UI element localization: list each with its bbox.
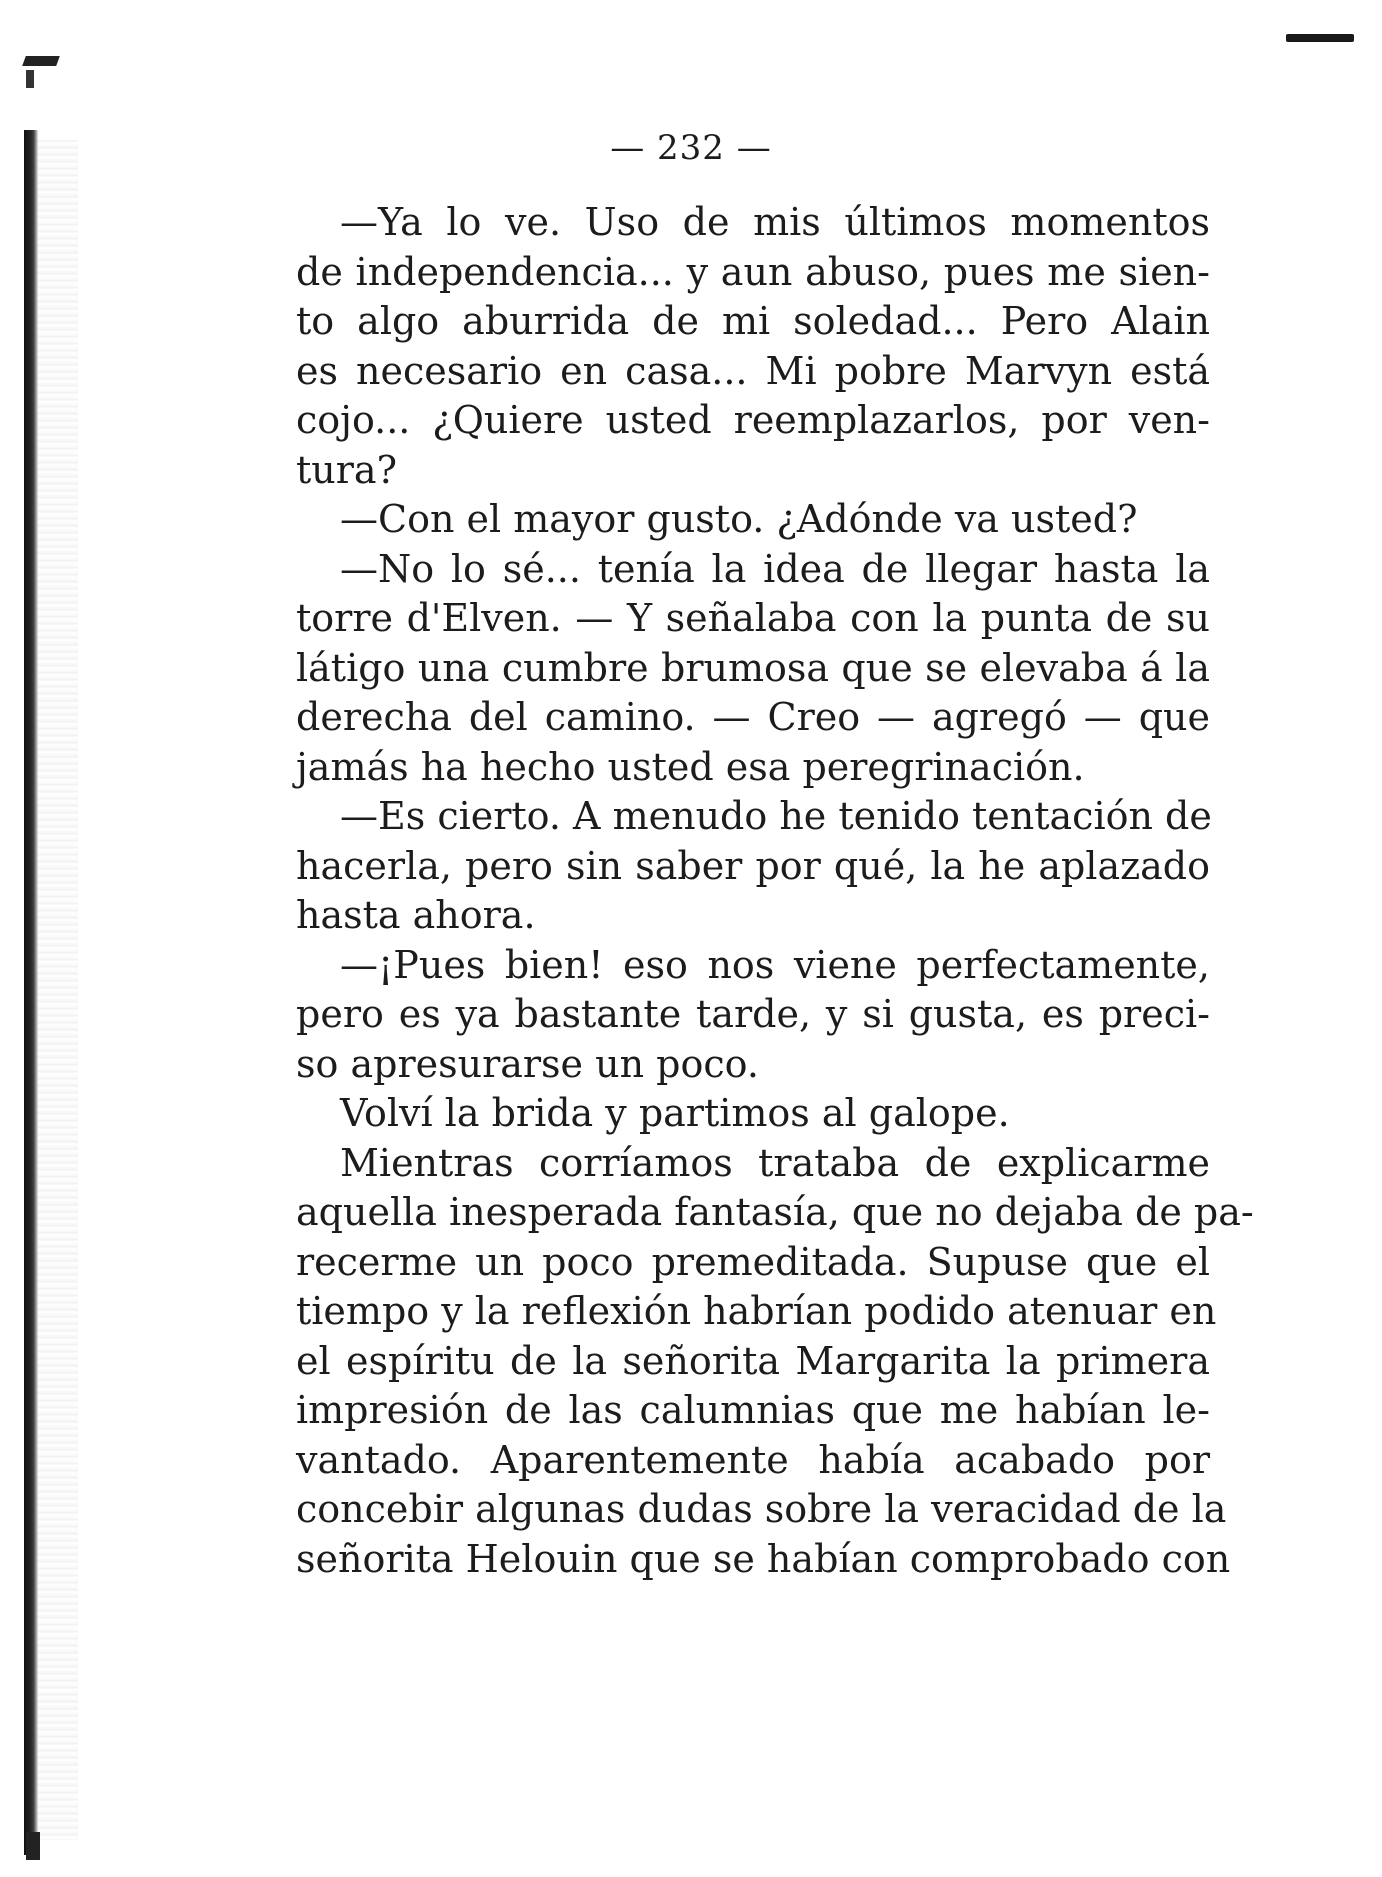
body-text bbox=[296, 198, 1254, 1584]
text-line: so apresurarse un poco. bbox=[296, 1041, 759, 1086]
text-line: —¡Pues bien! eso nos viene perfectamente, bbox=[340, 942, 1210, 987]
text-line: impresión de las calumnias que me habían le- bbox=[296, 1388, 1210, 1432]
text-line: de independencia... y aun abuso, pues me sien- bbox=[296, 249, 1210, 294]
text-line: tiempo y la reflexión habrían podido atenuar en bbox=[296, 1289, 1217, 1333]
text-line: cojo... ¿Quiere usted reemplazarlos, por ven- bbox=[296, 398, 1210, 442]
text-line: —No lo sé... tenía la idea de llegar hasta la bbox=[340, 546, 1210, 591]
text-line: derecha del camino. — Creo — agregó — que bbox=[296, 695, 1210, 739]
scan-corner-mark-right bbox=[1286, 34, 1354, 42]
text-line: Mientras corríamos trataba de explicarme bbox=[340, 1140, 1210, 1185]
text-line: concebir algunas dudas sobre la veracidad de la bbox=[296, 1487, 1227, 1531]
binding-edge-texture bbox=[38, 140, 78, 1840]
text-line: vantado. Aparentemente había acabado por bbox=[296, 1437, 1210, 1482]
text-line: to algo aburrida de mi soledad... Pero Alain bbox=[296, 299, 1210, 343]
binding-edge-shadow bbox=[24, 130, 38, 1855]
text-line: Volví la brida y partimos al galope. bbox=[340, 1091, 1010, 1135]
text-line: látigo una cumbre brumosa que se elevaba á la bbox=[296, 645, 1210, 690]
paragraph bbox=[296, 1139, 1254, 1585]
paragraph bbox=[296, 792, 1210, 941]
paragraph bbox=[296, 198, 1210, 495]
text-line: pero es ya bastante tarde, y si gusta, es preci- bbox=[296, 992, 1210, 1036]
paragraph bbox=[296, 1089, 1210, 1139]
text-line: jamás ha hecho usted esa peregrinación. bbox=[296, 744, 1085, 789]
paragraph bbox=[296, 941, 1210, 1090]
paragraph bbox=[296, 495, 1210, 545]
paragraph bbox=[296, 545, 1210, 793]
text-line: hacerla, pero sin saber por qué, la he aplazado bbox=[296, 843, 1210, 888]
text-line: —Con el mayor gusto. ¿Adónde va usted? bbox=[340, 497, 1138, 541]
scan-corner-mark-left bbox=[22, 56, 60, 66]
scan-corner-mark-left-small bbox=[26, 70, 34, 88]
text-line: torre d'Elven. — Y señalaba con la punta de su bbox=[296, 596, 1210, 640]
text-line: —Es cierto. A menudo he tenido tentación de bbox=[340, 794, 1212, 838]
text-line: recerme un poco premeditada. Supuse que el bbox=[296, 1239, 1210, 1284]
text-line: hasta ahora. bbox=[296, 893, 536, 937]
text-line: el espíritu de la señorita Margarita la primera bbox=[296, 1338, 1210, 1383]
page-number: — 232 — bbox=[610, 128, 772, 168]
text-line: es necesario en casa... Mi pobre Marvyn está bbox=[296, 348, 1210, 393]
text-line: —Ya lo ve. Uso de mis últimos momentos bbox=[340, 200, 1210, 244]
text-line: aquella inesperada fantasía, que no dejaba de pa- bbox=[296, 1190, 1254, 1234]
text-line: tura? bbox=[296, 447, 397, 492]
scan-bottom-mark bbox=[26, 1832, 40, 1860]
text-line: señorita Helouin que se habían comprobado con bbox=[296, 1536, 1231, 1581]
